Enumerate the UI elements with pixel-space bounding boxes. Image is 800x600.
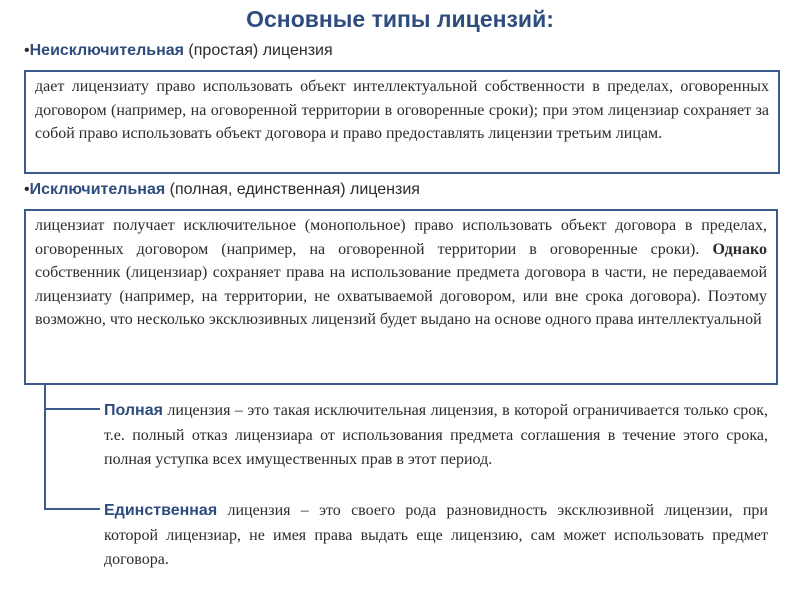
nonexclusive-description-box [24, 70, 780, 174]
nonexclusive-heading [24, 42, 333, 60]
page-title: Основные типы лицензий: [246, 6, 554, 32]
tree-connector-sole [44, 508, 100, 510]
nonexclusive-heading-rest: (простая) лицензия [183, 42, 333, 59]
sole-license-keyword: Единственная [104, 502, 218, 519]
exclusive-description-box [24, 209, 778, 385]
exclusive-heading [24, 181, 420, 199]
bullet: • [24, 181, 30, 198]
sole-license-text: лицензия – это своего рода разновидность эксклюзивной лицензии, при которой лицензиар, не имея права выдать еще лицензию, сам может использовать предмет договора. [104, 502, 768, 568]
exclusive-heading-rest: (полная, единственная) лицензия [165, 181, 420, 198]
exclusive-description [35, 214, 767, 332]
nonexclusive-description: дает лицензиату право использовать объект интеллектуальной собственности в пределах, оговоренных договором (например, на оговоренной территории в оговоренные сроки); при этом лицензиар сохраняет за собой право использовать объект договора и право предоставлять лицензии третьим лицам. [35, 78, 769, 142]
exclusive-description-bold: Однако [712, 240, 767, 258]
bullet: • [24, 42, 30, 59]
full-license-keyword: Полная [104, 402, 163, 419]
nonexclusive-keyword: Неисключительная [29, 42, 184, 59]
sole-license-definition [104, 499, 768, 573]
tree-connector-full [44, 408, 100, 410]
tree-connector-vertical [44, 385, 46, 510]
full-license-definition [104, 399, 768, 473]
exclusive-keyword: Исключительная [29, 181, 166, 198]
exclusive-description-part2: собственник (лицензиар) сохраняет права на использование предмета договора в части, не передаваемой лицензиату (например, на территории, не охватываемой договором, или вне срока договора). Поэтому возможно, что несколько эксклюзивных лицензий будет выдано на основе одного права интеллектуальной [35, 264, 767, 328]
full-license-text: лицензия – это такая исключительная лицензия, в которой ограничивается только срок, т.е. полный отказ лицензиара от использования предмета соглашения в течение этого срока, полная уступка всех имущественных прав в этот период. [104, 402, 768, 468]
exclusive-description-part1: лицензиат получает исключительное (монопольное) право использовать объект договора в пределах, оговоренных договором (например, на оговоренной территории в оговоренные сроки). [35, 217, 767, 258]
